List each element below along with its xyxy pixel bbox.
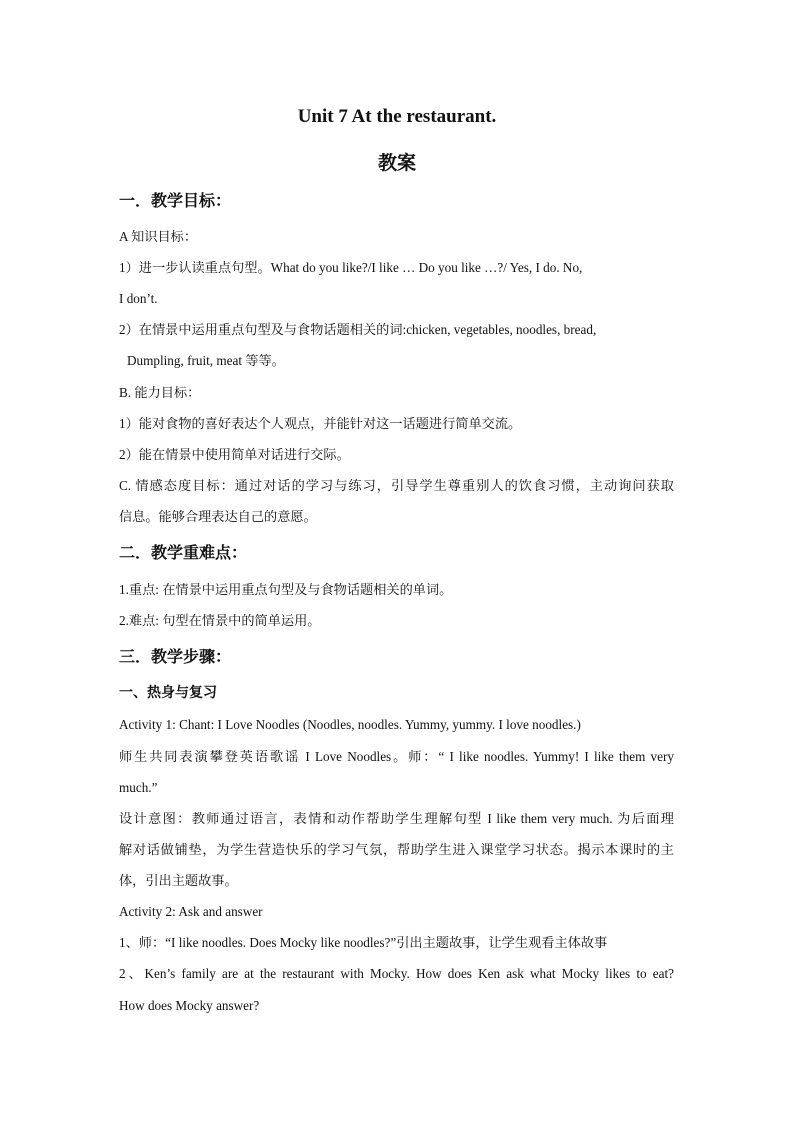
difficult-point: 2.难点: 句型在情景中的简单运用。 <box>119 613 321 628</box>
key-point: 1.重点: 在情景中运用重点句型及与食物话题相关的单词。 <box>119 582 453 597</box>
knowledge-objective-2: 2）在情景中运用重点句型及与食物话题相关的词:chicken, vegetables, noodles, bread, <box>119 322 597 337</box>
activity-2-item-2: 2、Ken’s family are at the restaurant with Mocky. How does Ken ask what Mocky likes to eat? <box>119 966 674 981</box>
knowledge-objective-2-cont: Dumpling, fruit, meat 等等。 <box>127 353 285 368</box>
ability-objective-label: B. 能力目标： <box>119 385 201 400</box>
ability-objective-2: 2）能在情景中使用简单对话进行交际。 <box>119 447 350 462</box>
attitude-objective-cont: 信息。能够合理表达自己的意愿。 <box>119 509 317 524</box>
knowledge-objective-label: A 知识目标： <box>119 229 198 244</box>
section-heading-objectives: 一．教学目标： <box>119 193 232 210</box>
design-intent-line-2: 解对话做铺垫，为学生营造快乐的学习气氛，帮助学生进入课堂学习状态。揭示本课时的主 <box>119 842 674 857</box>
document-subtitle: 教案 <box>377 153 416 174</box>
activity-1-description-cont: much.” <box>119 780 158 795</box>
attitude-objective: C. 情感态度目标：通过对话的学习与练习，引导学生尊重别人的饮食习惯，主动询问获取 <box>119 478 674 493</box>
activity-2-item-2-cont: How does Mocky answer? <box>119 998 260 1013</box>
ability-objective-1: 1）能对食物的喜好表达个人观点，并能针对这一话题进行简单交流。 <box>119 416 522 431</box>
activity-2-item-1: 1、师：“I like noodles. Does Mocky like noodles?”引出主题故事，让学生观看主体故事 <box>119 935 608 950</box>
design-intent-line-1: 设计意图：教师通过语言，表情和动作帮助学生理解句型 I like them very much. 为后面理 <box>119 811 674 826</box>
knowledge-objective-1: 1）进一步认读重点句型。What do you like?/I like … Do you like …?/ Yes, I do. No, <box>119 260 583 275</box>
knowledge-objective-1-cont: I don’t. <box>119 291 158 306</box>
activity-1-description: 师生共同表演攀登英语歌谣 I Love Noodles。师：“ I like noodles. Yummy! I like them very <box>119 749 674 764</box>
step-warmup-heading: 一、热身与复习 <box>119 686 217 701</box>
activity-2-title: Activity 2: Ask and answer <box>119 904 263 919</box>
section-heading-keypoints: 二．教学重难点： <box>119 545 248 562</box>
design-intent-line-3: 体，引出主题故事。 <box>119 873 238 888</box>
section-heading-steps: 三．教学步骤： <box>119 649 232 666</box>
document-title: Unit 7 At the restaurant. <box>297 106 497 127</box>
activity-1-title: Activity 1: Chant: I Love Noodles (Noodles, noodles. Yummy, yummy. I love noodles.) <box>119 717 581 732</box>
